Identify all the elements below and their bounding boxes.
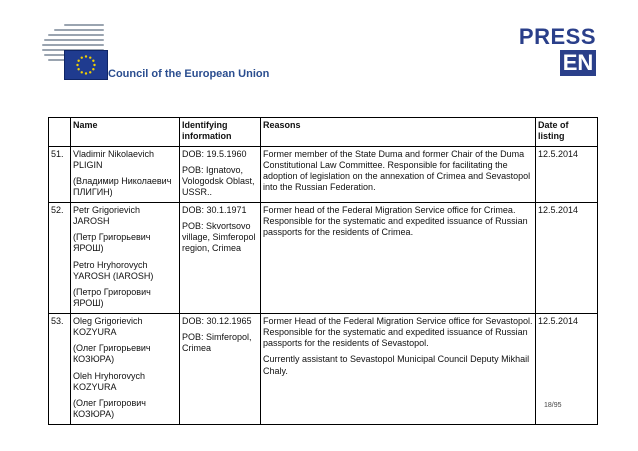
row-name xyxy=(71,202,180,313)
reason-entry: Former member of the State Duma and former Chair of the Duma Constitutional Law Committee. Responsible for facilitating the adoption of legislation on the annexation of Crimea and Sevastopol into the Russian Federation. xyxy=(263,148,531,193)
name-entry: (Олег Григорович КОЗЮРА) xyxy=(73,398,146,420)
name-entry: (Петр Григорьевич ЯРОШ) xyxy=(73,232,151,254)
header-number xyxy=(49,118,71,147)
row-date: 12.5.2014 xyxy=(536,202,598,313)
name-entry: Petr Grigorievich JAROSH xyxy=(73,204,141,226)
row-date: 12.5.2014 xyxy=(536,313,598,424)
language-label: EN xyxy=(560,50,596,76)
row-info xyxy=(180,313,261,424)
table-header-row xyxy=(49,118,598,147)
press-label: PRESS xyxy=(518,24,596,49)
row-number: 51. xyxy=(49,146,71,202)
name-entry: Oleg Grigorievich KOZYURA xyxy=(73,315,143,337)
row-info xyxy=(180,146,261,202)
star-icon xyxy=(81,71,83,73)
eu-flag-icon xyxy=(64,50,108,80)
info-entry: POB: Skvortsovo village, Simferopol region, Crimea xyxy=(182,220,256,254)
sanctions-table xyxy=(48,117,598,425)
table-row xyxy=(49,146,598,202)
header-reasons: Reasons xyxy=(261,118,536,147)
star-icon xyxy=(92,68,94,70)
header-name: Name xyxy=(71,118,180,147)
row-reasons xyxy=(261,202,536,313)
info-entry: POB: Simferopol, Crimea xyxy=(182,331,252,353)
header-info: Identifying information xyxy=(180,118,261,147)
row-name xyxy=(71,146,180,202)
council-label: Council of the European Union xyxy=(108,68,270,80)
star-icon xyxy=(81,56,83,58)
reason-entry: Former Head of the Federal Migration Service office for Sevastopol. Responsible for the systematic and expedited issuance of Russian passports for the residents of Sevastopol. xyxy=(263,315,533,348)
name-entry: (Петро Григорович ЯРОШ) xyxy=(73,287,151,309)
name-entry: (Олег Григорьевич КОЗЮРА) xyxy=(73,343,151,365)
star-icon xyxy=(77,60,79,62)
star-icon xyxy=(76,64,78,66)
reason-entry: Former head of the Federal Migration Service office for Crimea. Responsible for the systematic and expedited issuance of Russian passports for the residents of Crimea. xyxy=(263,204,528,237)
row-number: 53. xyxy=(49,313,71,424)
row-date: 12.5.2014 xyxy=(536,146,598,202)
row-name xyxy=(71,313,180,424)
star-icon xyxy=(77,68,79,70)
star-icon xyxy=(85,55,87,57)
info-entry: POB: Ignatovo, Vologodsk Oblast, USSR.. xyxy=(182,164,255,198)
star-icon xyxy=(92,60,94,62)
row-reasons xyxy=(261,146,536,202)
info-entry: DOB: 30.12.1965 xyxy=(182,315,252,326)
header-date: Date of listing xyxy=(536,118,598,147)
row-reasons xyxy=(261,313,536,424)
name-entry: (Владимир Николаевич ПЛИГИН) xyxy=(73,176,172,198)
info-entry: DOB: 30.1.1971 xyxy=(182,204,247,215)
reason-entry: Currently assistant to Sevastopol Municipal Council Deputy Mikhail Chaly. xyxy=(263,354,530,376)
name-entry: Petro Hryhorovych YAROSH (IAROSH) xyxy=(73,259,154,281)
row-info xyxy=(180,202,261,313)
info-entry: DOB: 19.5.1960 xyxy=(182,148,247,159)
table-row xyxy=(49,313,598,424)
star-icon xyxy=(93,64,95,66)
name-entry: Oleh Hryhorovych KOZYURA xyxy=(73,370,146,392)
page-number: 18/95 xyxy=(544,402,562,409)
row-number: 52. xyxy=(49,202,71,313)
star-icon xyxy=(89,56,91,58)
page-header xyxy=(0,0,638,100)
table-row xyxy=(49,202,598,313)
name-entry: Vladimir Nikolaevich PLIGIN xyxy=(73,148,155,170)
star-icon xyxy=(85,72,87,74)
star-icon xyxy=(89,71,91,73)
